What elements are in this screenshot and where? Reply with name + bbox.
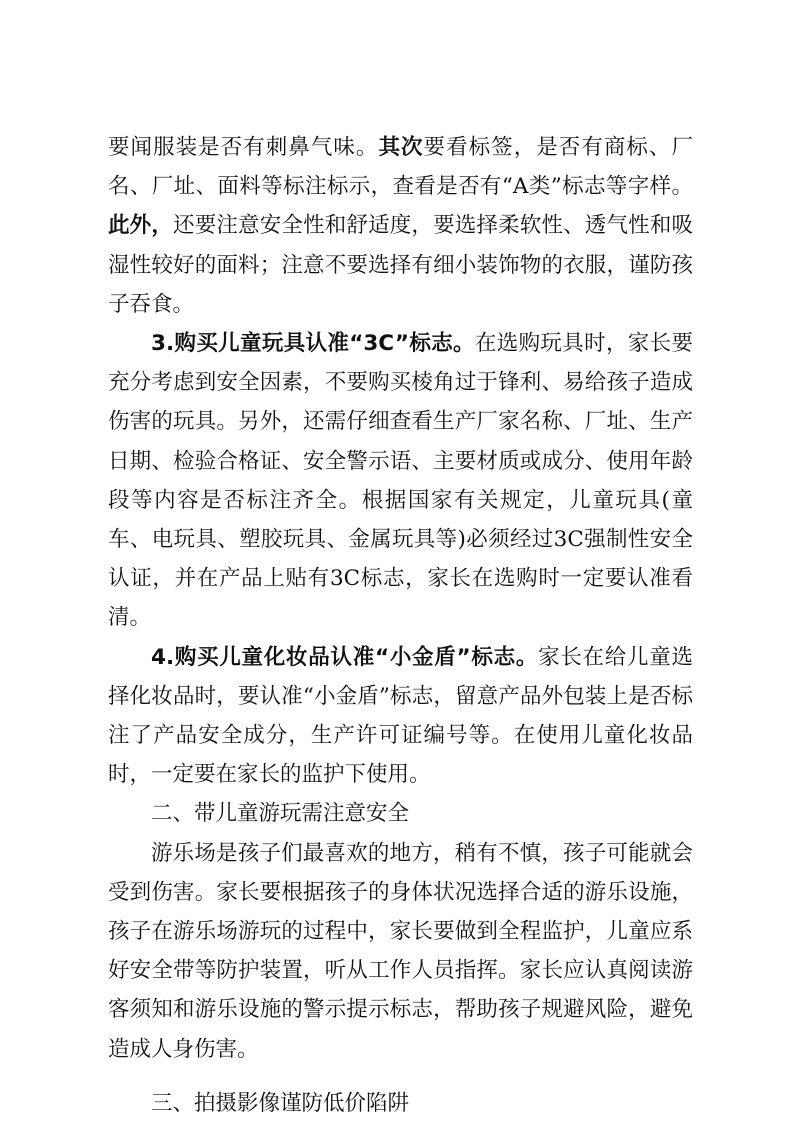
cosmetics-shield-body: 家长在给儿童选择化妆品时，要认准“小金盾”标志，留意产品外包装上是否标注了产品安全成分，生产许可证编号等。在使用儿童化妆品时，一定要在家长的监护下使用。 — [108, 644, 693, 788]
clothing-text-1: 要闻服装是否有刺鼻气味。 — [108, 135, 379, 160]
document-page — [108, 128, 693, 1123]
cosmetics-shield-title: 4.购买儿童化妆品认准“小金盾”标志。 — [151, 644, 539, 670]
clothing-text-3: 还要注意安全性和舒适度，要选择柔软性、透气性和吸湿性较好的面料；注意不要选择有细小装饰物的衣服，谨防孩子吞食。 — [108, 213, 693, 317]
clothing-text-2: 要看标签，是否有商标、厂名、厂址、面料等标注标示，查看是否有“A类”标志等字样。 — [108, 135, 693, 200]
paragraph-toys-3c — [108, 324, 693, 638]
clothing-bold-secondly: 其次 — [378, 135, 424, 160]
toys-3c-body: 在选购玩具时，家长要充分考虑到安全因素，不要购买棱角过于锋利、易给孩子造成伤害的玩具。另外，还需仔细查看生产厂家名称、厂址、生产日期、检验合格证、安全警示语、主要材质或成分、使用年龄段等内容是否标注齐全。根据国家有关规定，儿童玩具(童车、电玩具、塑胶玩具、金属玩具等)必须经过3C强制性安全认证，并在产品上贴有3C标志，家长在选购时一定要认准看清。 — [108, 331, 693, 631]
clothing-bold-besides: 此外， — [108, 213, 174, 239]
paragraph-clothing-check — [108, 128, 693, 324]
paragraph-amusement-park: 游乐场是孩子们最喜欢的地方，稍有不慎，孩子可能就会受到伤害。家长要根据孩子的身体状况选择合适的游乐设施，孩子在游乐场游玩的过程中，家长要做到全程监护，儿童应系好安全带等防护装置，听从工作人员指挥。家长应认真阅读游客须知和游乐设施的警示提示标志，帮助孩子规避风险，避免造成人身伤害。 — [108, 840, 693, 1062]
paragraph-cosmetics-shield — [108, 638, 693, 795]
section-heading-photo-trap: 三、拍摄影像谨防低价陷阱 — [151, 1090, 410, 1116]
toys-3c-title: 3.购买儿童玩具认准“3C”标志。 — [151, 331, 475, 357]
section-heading-play-safety: 二、带儿童游玩需注意安全 — [151, 801, 410, 827]
